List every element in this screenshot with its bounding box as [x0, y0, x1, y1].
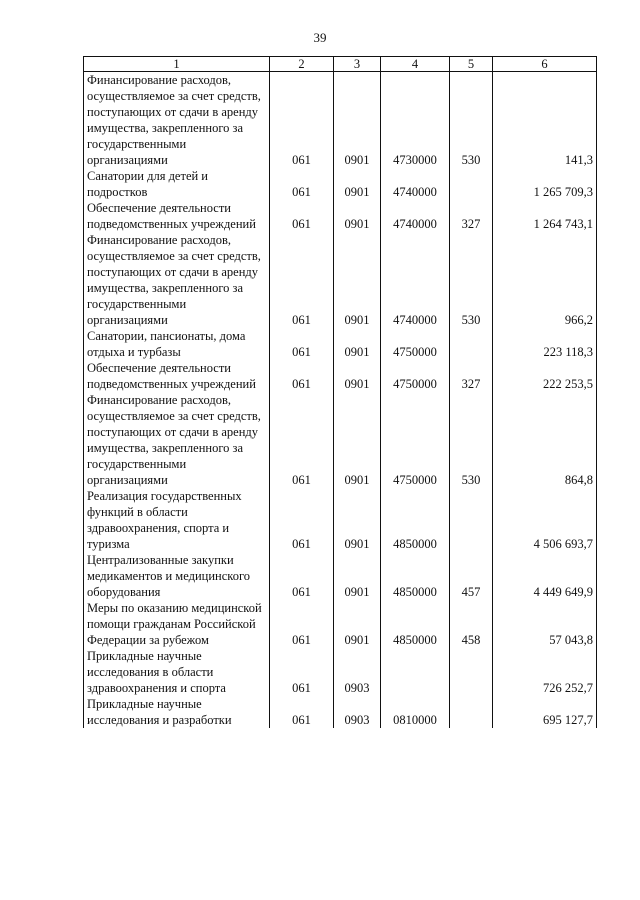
expense-code: 457	[450, 552, 493, 600]
section-code: 0901	[334, 552, 381, 600]
section-code: 0901	[334, 328, 381, 360]
table-row	[84, 696, 597, 728]
row-name: Санатории для детей и подростков	[84, 168, 270, 200]
table-row	[84, 648, 597, 696]
table-row	[84, 200, 597, 232]
table-row	[84, 360, 597, 392]
row-name: Меры по оказанию медицинской помощи гражданам Российской Федерации за рубежом	[84, 600, 270, 648]
ministry-code: 061	[270, 232, 334, 328]
target-code: 0810000	[381, 696, 450, 728]
target-code: 4850000	[381, 600, 450, 648]
table-row	[84, 168, 597, 200]
table-row	[84, 552, 597, 600]
row-name: Финансирование расходов, осуществляемое за счет средств, поступающих от сдачи в аренду имущества, закрепленного за государственными организациями	[84, 72, 270, 169]
target-code: 4740000	[381, 200, 450, 232]
row-name: Финансирование расходов, осуществляемое за счет средств, поступающих от сдачи в аренду имущества, закрепленного за государственными организациями	[84, 232, 270, 328]
column-header: 4	[381, 57, 450, 72]
expense-code	[450, 488, 493, 552]
target-code: 4740000	[381, 232, 450, 328]
table-row	[84, 72, 597, 169]
table-row	[84, 488, 597, 552]
amount: 222 253,5	[493, 360, 597, 392]
budget-table	[83, 56, 597, 728]
section-code: 0903	[334, 696, 381, 728]
row-name: Санатории, пансионаты, дома отдыха и турбазы	[84, 328, 270, 360]
header-row	[84, 57, 597, 72]
expense-code: 458	[450, 600, 493, 648]
row-name: Обеспечение деятельности подведомственных учреждений	[84, 200, 270, 232]
amount: 141,3	[493, 72, 597, 169]
ministry-code: 061	[270, 488, 334, 552]
expense-code: 327	[450, 200, 493, 232]
row-name: Прикладные научные исследования в области здравоохранения и спорта	[84, 648, 270, 696]
ministry-code: 061	[270, 328, 334, 360]
column-header: 6	[493, 57, 597, 72]
table-row	[84, 232, 597, 328]
column-header: 2	[270, 57, 334, 72]
section-code: 0901	[334, 200, 381, 232]
table-row	[84, 392, 597, 488]
section-code: 0901	[334, 488, 381, 552]
section-code: 0901	[334, 232, 381, 328]
target-code: 4850000	[381, 552, 450, 600]
amount: 966,2	[493, 232, 597, 328]
ministry-code: 061	[270, 696, 334, 728]
table-row	[84, 600, 597, 648]
target-code: 4750000	[381, 360, 450, 392]
amount: 223 118,3	[493, 328, 597, 360]
expense-code: 530	[450, 72, 493, 169]
ministry-code: 061	[270, 72, 334, 169]
expense-code: 530	[450, 392, 493, 488]
section-code: 0901	[334, 600, 381, 648]
row-name: Обеспечение деятельности подведомственных учреждений	[84, 360, 270, 392]
target-code: 4740000	[381, 168, 450, 200]
amount: 695 127,7	[493, 696, 597, 728]
ministry-code: 061	[270, 360, 334, 392]
section-code: 0901	[334, 392, 381, 488]
target-code: 4850000	[381, 488, 450, 552]
ministry-code: 061	[270, 392, 334, 488]
target-code	[381, 648, 450, 696]
amount: 1 264 743,1	[493, 200, 597, 232]
section-code: 0901	[334, 168, 381, 200]
target-code: 4750000	[381, 328, 450, 360]
expense-code	[450, 328, 493, 360]
section-code: 0901	[334, 72, 381, 169]
row-name: Реализация государственных функций в области здравоохранения, спорта и туризма	[84, 488, 270, 552]
target-code: 4730000	[381, 72, 450, 169]
section-code: 0901	[334, 360, 381, 392]
amount: 4 506 693,7	[493, 488, 597, 552]
column-header: 3	[334, 57, 381, 72]
row-name: Централизованные закупки медикаментов и медицинского оборудования	[84, 552, 270, 600]
amount: 1 265 709,3	[493, 168, 597, 200]
expense-code: 327	[450, 360, 493, 392]
section-code: 0903	[334, 648, 381, 696]
ministry-code: 061	[270, 600, 334, 648]
page-number: 39	[313, 30, 327, 45]
row-name: Прикладные научные исследования и разработки	[84, 696, 270, 728]
target-code: 4750000	[381, 392, 450, 488]
ministry-code: 061	[270, 168, 334, 200]
ministry-code: 061	[270, 200, 334, 232]
amount: 864,8	[493, 392, 597, 488]
table-row	[84, 328, 597, 360]
expense-code	[450, 168, 493, 200]
ministry-code: 061	[270, 648, 334, 696]
amount: 57 043,8	[493, 600, 597, 648]
column-header: 5	[450, 57, 493, 72]
ministry-code: 061	[270, 552, 334, 600]
expense-code	[450, 696, 493, 728]
amount: 4 449 649,9	[493, 552, 597, 600]
amount: 726 252,7	[493, 648, 597, 696]
expense-code: 530	[450, 232, 493, 328]
row-name: Финансирование расходов, осуществляемое за счет средств, поступающих от сдачи в аренду имущества, закрепленного за государственными организациями	[84, 392, 270, 488]
column-header: 1	[84, 57, 270, 72]
expense-code	[450, 648, 493, 696]
